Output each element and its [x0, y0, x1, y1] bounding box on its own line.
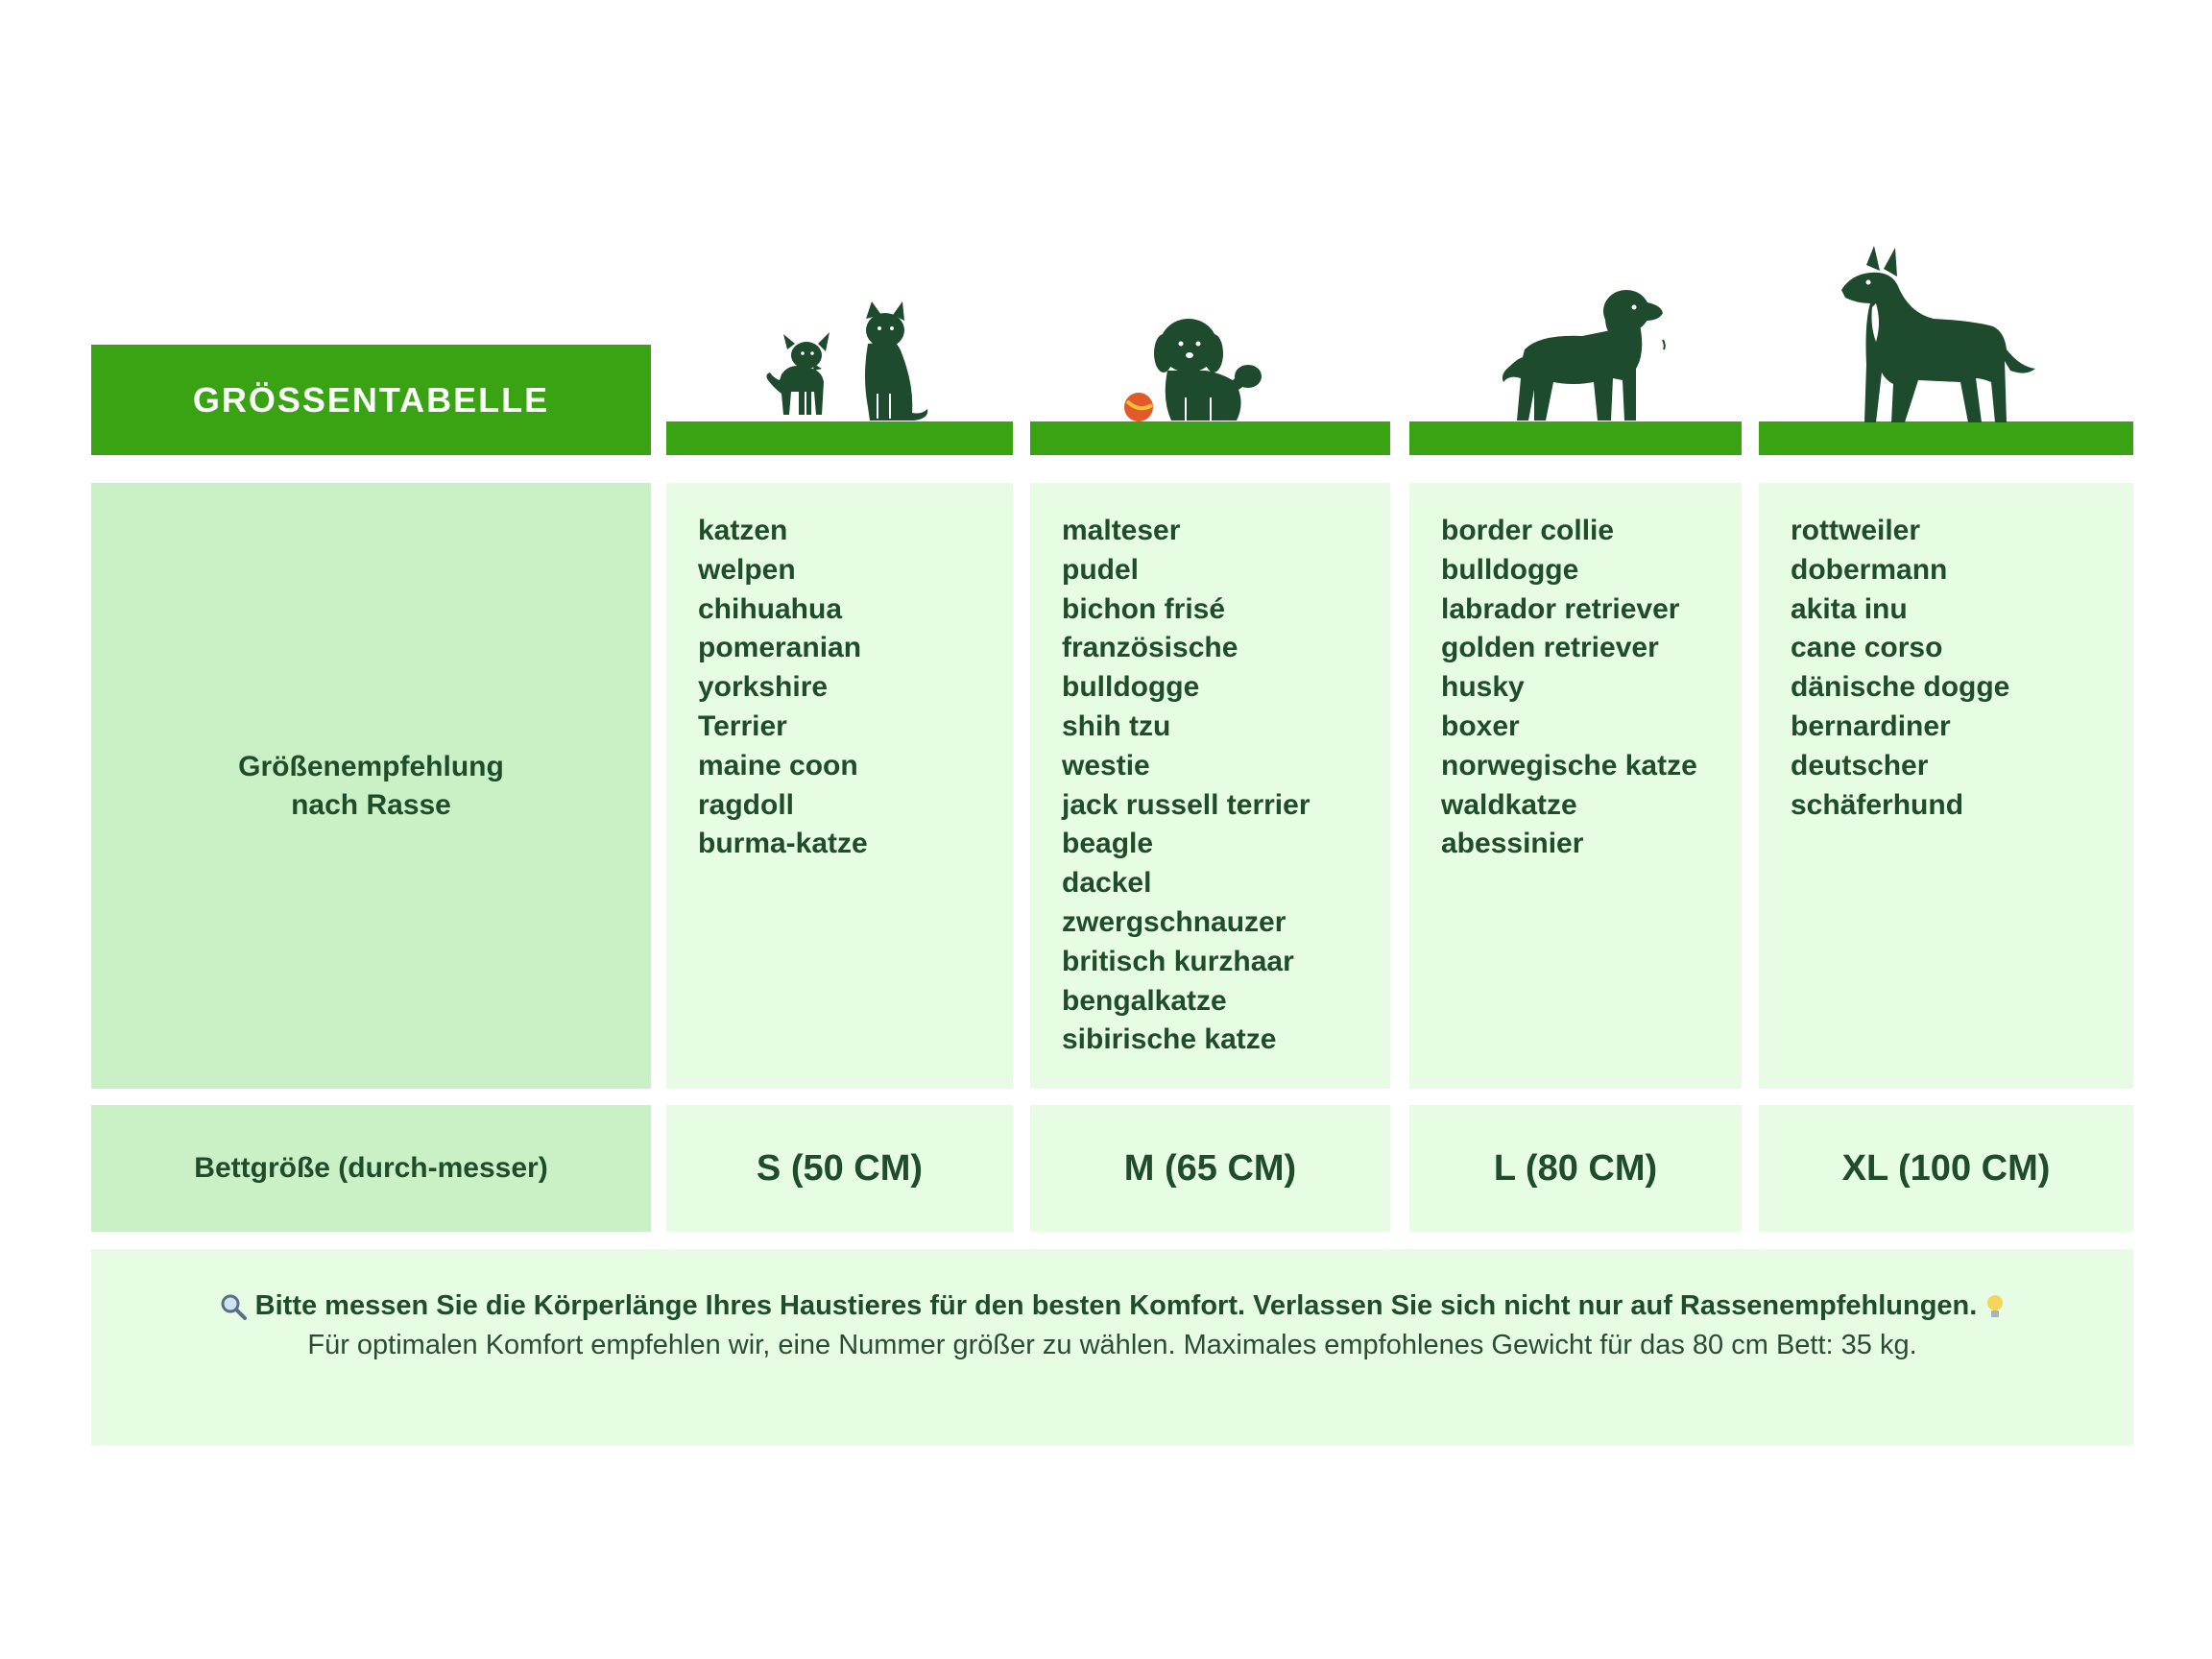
- breed-item: pudel: [1062, 553, 1139, 586]
- breed-item: yorkshire: [698, 671, 829, 704]
- size-value-s: S (50 CM): [666, 1105, 1013, 1232]
- breed-item: rottweiler: [1791, 515, 1921, 546]
- breed-item: shih tzu: [1062, 709, 1171, 742]
- shepherd-dog-icon: [1838, 246, 2039, 424]
- ground-bar-m: [1030, 421, 1390, 455]
- breed-item: dackel: [1062, 867, 1152, 900]
- magnifier-icon: [219, 1292, 248, 1321]
- breed-item: burma-katze: [698, 828, 868, 860]
- breed-item: bernardiner: [1791, 709, 1951, 742]
- breed-item: bulldogge: [1441, 553, 1579, 586]
- breed-item: deutscher: [1791, 749, 1929, 781]
- breed-item: jack russell terrier: [1062, 788, 1310, 821]
- measurement-note: [91, 1249, 2133, 1445]
- size-value-m: M (65 CM): [1030, 1105, 1390, 1232]
- breed-item: welpen: [698, 553, 796, 586]
- note-line-2: Für optimalen Komfort empfehlen wir, eine Nummer größer zu wählen. Maximales empfohlenes Gewicht für das 80 cm Bett: 35 kg.: [307, 1330, 1917, 1360]
- breed-item: waldkatze: [1441, 788, 1577, 821]
- bed-size-label: Bettgröße (durch-messer): [91, 1105, 651, 1232]
- breed-item: zwergschnauzer: [1062, 905, 1286, 938]
- breed-item: labrador retriever: [1441, 592, 1680, 625]
- breed-item: katzen: [698, 515, 788, 546]
- breed-item: abessinier: [1441, 828, 1584, 860]
- breed-item: akita inu: [1791, 592, 1908, 625]
- ground-bar-l: [1409, 421, 1742, 455]
- breed-item: bulldogge: [1062, 671, 1200, 704]
- breed-list-s: [666, 483, 1013, 1089]
- breed-item: französische: [1062, 632, 1238, 664]
- retriever-dog-icon: [1496, 286, 1678, 424]
- breed-item: bichon frisé: [1062, 592, 1226, 625]
- breed-item: husky: [1441, 671, 1525, 704]
- breed-item: dobermann: [1791, 553, 1948, 586]
- breed-item: beagle: [1062, 828, 1154, 860]
- size-value-xl: XL (100 CM): [1759, 1105, 2133, 1232]
- breed-item: sibirische katze: [1062, 1023, 1277, 1056]
- breed-recommendation-label: [91, 483, 651, 1089]
- breed-label-line2: nach Rasse: [291, 788, 451, 821]
- chihuahua-and-cat-icon: [749, 300, 960, 424]
- breed-item: bengalkatze: [1062, 984, 1227, 1017]
- breed-item: Terrier: [698, 709, 787, 742]
- breed-item: ragdoll: [698, 788, 795, 821]
- breed-item: boxer: [1441, 709, 1520, 742]
- breed-item: maine coon: [698, 749, 858, 781]
- ground-bar-s: [666, 421, 1013, 455]
- breed-list-xl: [1759, 483, 2133, 1089]
- breed-item: britisch kurzhaar: [1062, 945, 1294, 977]
- breed-item: cane corso: [1791, 632, 1943, 664]
- breed-item: dänische dogge: [1791, 671, 2010, 704]
- breed-list-l: [1409, 483, 1742, 1089]
- breed-item: schäferhund: [1791, 788, 1964, 821]
- note-line-1: Bitte messen Sie die Körperlänge Ihres Haustieres für den besten Komfort. Verlassen Sie sich nicht nur auf Rassenempfehlungen.: [254, 1290, 1978, 1321]
- breed-item: golden retriever: [1441, 632, 1659, 664]
- breed-label-line1: Größenempfehlung: [238, 750, 504, 782]
- breed-list-m: [1030, 483, 1390, 1089]
- breed-item: westie: [1062, 749, 1150, 781]
- size-value-l: L (80 CM): [1409, 1105, 1742, 1232]
- breed-item: malteser: [1062, 515, 1181, 546]
- breed-item: pomeranian: [698, 632, 862, 664]
- size-chart-title: GRÖSSENTABELLE: [91, 345, 651, 455]
- breed-item: chihuahua: [698, 592, 843, 625]
- breed-item: border collie: [1441, 515, 1615, 546]
- breed-item: norwegische katze: [1441, 749, 1697, 781]
- ground-bar-xl: [1759, 421, 2133, 455]
- small-fluffy-dog-with-ball-icon: [1114, 313, 1277, 424]
- lightbulb-icon: [1984, 1292, 2006, 1321]
